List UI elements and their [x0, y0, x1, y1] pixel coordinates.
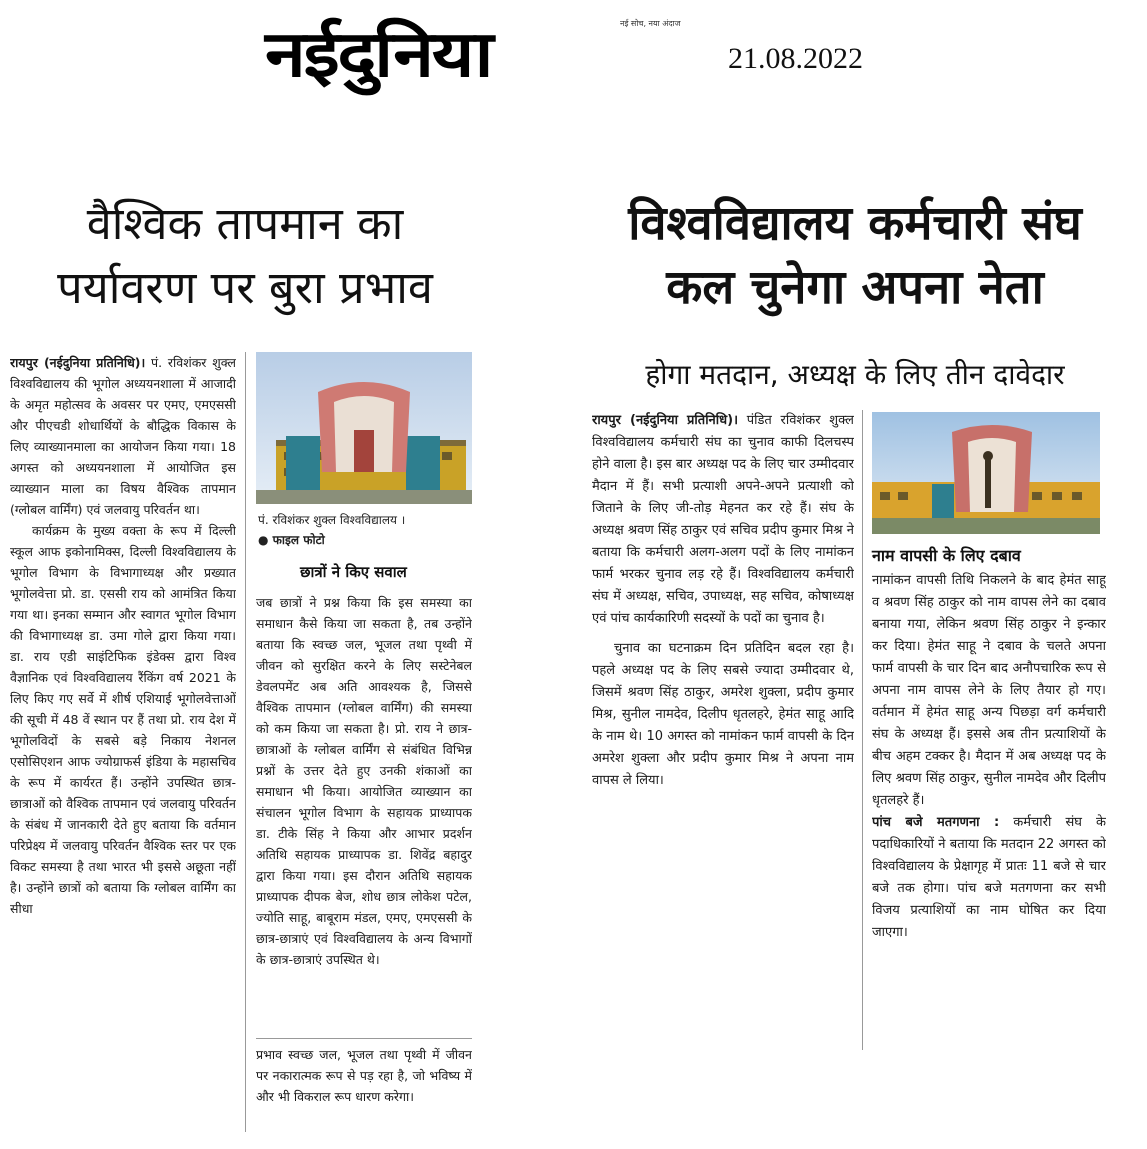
right-para4-lead: पांच बजे मतगणना : [872, 815, 1000, 830]
right-subheadline: होगा मतदान, अध्यक्ष के लिए तीन दावेदार [645, 358, 1065, 391]
left-column-2 [256, 592, 472, 1032]
right-box-head: नाम वापसी के लिए दबाव [872, 546, 1021, 565]
masthead-tagline: नई सोच, नया अंदाज [620, 19, 681, 28]
left-dateline: रायपुर (नईदुनिया प्रतिनिधि)। [10, 355, 146, 370]
university-campus-image [872, 412, 1100, 534]
university-building-image [256, 352, 472, 504]
right-para3: नामांकन वापसी तिथि निकलने के बाद हेमंत साहू व श्रवण सिंह ठाकुर को नाम वापस लेने का दबाव बनाया गया, लेकिन श्रवण सिंह ठाकुर ने इन्कार कर दिया। हेमंत साहू ने दबाव के चलते अपना फार्म वापसी के चार दिन बाद अनौपचारिक रूप से अपना नाम वापस लेने के लिए तैयार हो गए। वर्तमान में हेमंत साहू अन्य पिछड़ा वर्ग कर्मचारी संघ के अध्यक्ष हैं। इससे अब तीन प्रत्याशियों के बीच अहम टक्कर है। मैदान में अब अध्यक्ष पद के लिए श्रवण सिंह ठाकुर, सुनील नामदेव और दिलीप धृतलहरे हैं। [872, 573, 1106, 808]
right-dateline: रायपुर (नईदुनिया प्रतिनिधि)। [592, 413, 739, 428]
publication-date: 21.08.2022 [728, 42, 863, 75]
right-column-rule [862, 410, 863, 1050]
right-column-2 [872, 570, 1106, 1050]
right-headline [575, 192, 1135, 320]
right-photo [872, 412, 1100, 534]
left-para2: कार्यक्रम के मुख्य वक्ता के रूप में दिल्ली स्कूल आफ इकोनामिक्स, दिल्ली विश्वविद्यालय के भूगोल विभाग के विभागाध्यक्ष और प्रख्यात भूगोलवेत्ता प्रो. डा. एससी राय को आमंत्रित किया गया था। इनका सम्मान और स्वागत भूगोल विभाग की विभागाध्यक्ष डा. उमा गोले द्वारा किया गया। डा. राय एडी साइंटिफिक इंडेक्स द्वारा विश्व वैज्ञानिक एवं विश्वविद्यालय रैंकिंग वर्ष 2021 के लिए किए गए सर्वे में शीर्ष एशियाई भूगोलवेत्ताओं की सूची में 48 वें स्थान पर हैं तथा प्रो. राय देश में भूगोलविदों के सबसे बड़े निकाय नेशनल एसोसिएशन आफ ज्योग्राफर्स इंडिया के महासचिव के रूप में कार्यरत हैं। उन्होंने उपस्थित छात्र-छात्राओं को वैश्विक तापमान एवं जलवायु परिवर्तन के संबंध में जानकारी देते हुए बताया कि वर्तमान परिप्रेक्ष्य में जलवायु परिवर्तन वैश्विक स्तर पर एक विकट समस्या है तथा भारत भी इससे अछूता नहीं है। उन्होंने छात्रों को बताया कि ग्लोबल वार्मिंग का सीधा [10, 523, 236, 916]
photo-caption: पं. रविशंकर शुक्ल विश्वविद्यालय । [258, 513, 406, 527]
university-photo [256, 352, 472, 504]
left-subhead: छात्रों ने किए सवाल [300, 563, 407, 581]
newspaper-masthead: नईदुनिया [265, 18, 492, 92]
left-headline [10, 192, 480, 320]
right-headline-line2: कल चुनेगा अपना नेता [666, 260, 1044, 315]
photo-credit: ● फाइल फोटो [258, 533, 325, 547]
right-para4: कर्मचारी संघ के पदाधिकारियों ने बताया कि मतदान 22 अगस्त को विश्वविद्यालय के प्रेक्षागृह में प्रातः 11 बजे से चार बजे तक होगा। पांच बजे मतगणना कर सभी विजय प्रत्याशियों का नाम घोषित कर दिया जाएगा। [872, 815, 1106, 940]
left-para3: जब छात्रों ने प्रश्न किया कि इस समस्या का समाधान कैसे किया जा सकता है, तब उन्होंने बताया कि स्वच्छ जल, भूजल तथा पृथ्वी में जीवन को सुरक्षित करने के लिए सस्टेनेबल डेवलपमेंट अब अति आवश्यक है, जिससे वैश्विक तापमान (ग्लोबल वार्मिंग) की समस्या को कम किया जा सकता है। प्रो. राय ने छात्र-छात्राओं के ग्लोबल वार्मिंग से संबंधित विभिन्न प्रश्नों के उत्तर देते हुए उनकी शंकाओं का समाधान भी किया। आयोजित व्याख्यान का संचालन भूगोल विभाग के सहायक प्राध्यापक डा. टीके सिंह ने किया और आभार प्रदर्शन अतिथि सहायक प्राध्यापक डा. शिवेंद्र बहादुर द्वारा किया गया। इस दौरान अतिथि सहायक प्राध्यापक दीपक बेज, शोध छात्र लोकेश पटेल, ज्योति साहू, बाबूराम मंडल, एमए, एमएससी के छात्र-छात्राएं एवं विश्वविद्यालय के अन्य विभागों के छात्र-छात्राएं उपस्थित थे। [256, 595, 472, 967]
left-para4: प्रभाव स्वच्छ जल, भूजल तथा पृथ्वी में जीवन पर नकारात्मक रूप से पड़ रहा है, जो भविष्य में और भी विकराल रूप धारण करेगा। [256, 1047, 472, 1104]
left-divider [256, 1038, 472, 1039]
right-para2: चुनाव का घटनाक्रम दिन प्रतिदिन बदल रहा है। पहले अध्यक्ष पद के लिए सबसे ज्यादा उम्मीदवार थे, जिसमें श्रवण सिंह ठाकुर, अमरेश शुक्ला, प्रदीप कुमार मिश्र, सुनील नामदेव, दिलीप धृतलहरे, हेमंत साहू आदि के नाम थे। 10 अगस्त को नामांकन फार्म वापसी के दिन अमरेश शुक्ला और प्रदीप कुमार मिश्र ने अपना नाम वापस ले लिया। [592, 641, 854, 788]
left-column-3 [256, 1044, 472, 1134]
left-headline-line2: पर्यावरण पर बुरा प्रभाव [57, 261, 433, 314]
left-column-1 [10, 352, 236, 1132]
left-headline-line1: वैश्विक तापमान का [86, 197, 404, 250]
right-para1: पंडित रविशंकर शुक्ल विश्वविद्यालय कर्मचारी संघ का चुनाव काफी दिलचस्प होने वाला है। इस बार अध्यक्ष पद के लिए चार उम्मीदवार मैदान में हैं। सभी प्रत्याशी अपने-अपने प्रत्याशी को जिताने के लिए जी-तोड़ मेहनत कर रहे हैं। संघ के अध्यक्ष श्रवण सिंह ठाकुर एवं सचिव प्रदीप कुमार मिश्र ने बताया कि कर्मचारी अलग-अलग पदों के लिए नामांकन फार्म भरकर चुनाव लड़ रहे हैं। विश्वविद्यालय कर्मचारी संघ में अध्यक्ष, सचिव, उपाध्यक्ष, सह सचिव, कोषाध्यक्ष एवं पांच कार्यकारिणी सदस्यों के पदों का चुनाव है। [592, 413, 854, 626]
left-para1: पं. रविशंकर शुक्ल विश्वविद्यालय की भूगोल अध्ययनशाला में आजादी के अमृत महोत्सव के अवसर पर एमए, एमएससी और पीएचडी शोधार्थियों के बौद्धिक विकास के लिए व्याख्यानमाला का आयोजन किया गया। 18 अगस्त को अध्ययनशाला में आयोजित इस व्याख्यान माला का विषय वैश्विक तापमान (ग्लोबल वार्मिंग) एवं जलवायु परिवर्तन था। [10, 355, 236, 517]
right-column-1 [592, 410, 854, 1050]
column-rule [245, 352, 246, 1132]
right-headline-line1: विश्वविद्यालय कर्मचारी संघ [628, 196, 1082, 251]
